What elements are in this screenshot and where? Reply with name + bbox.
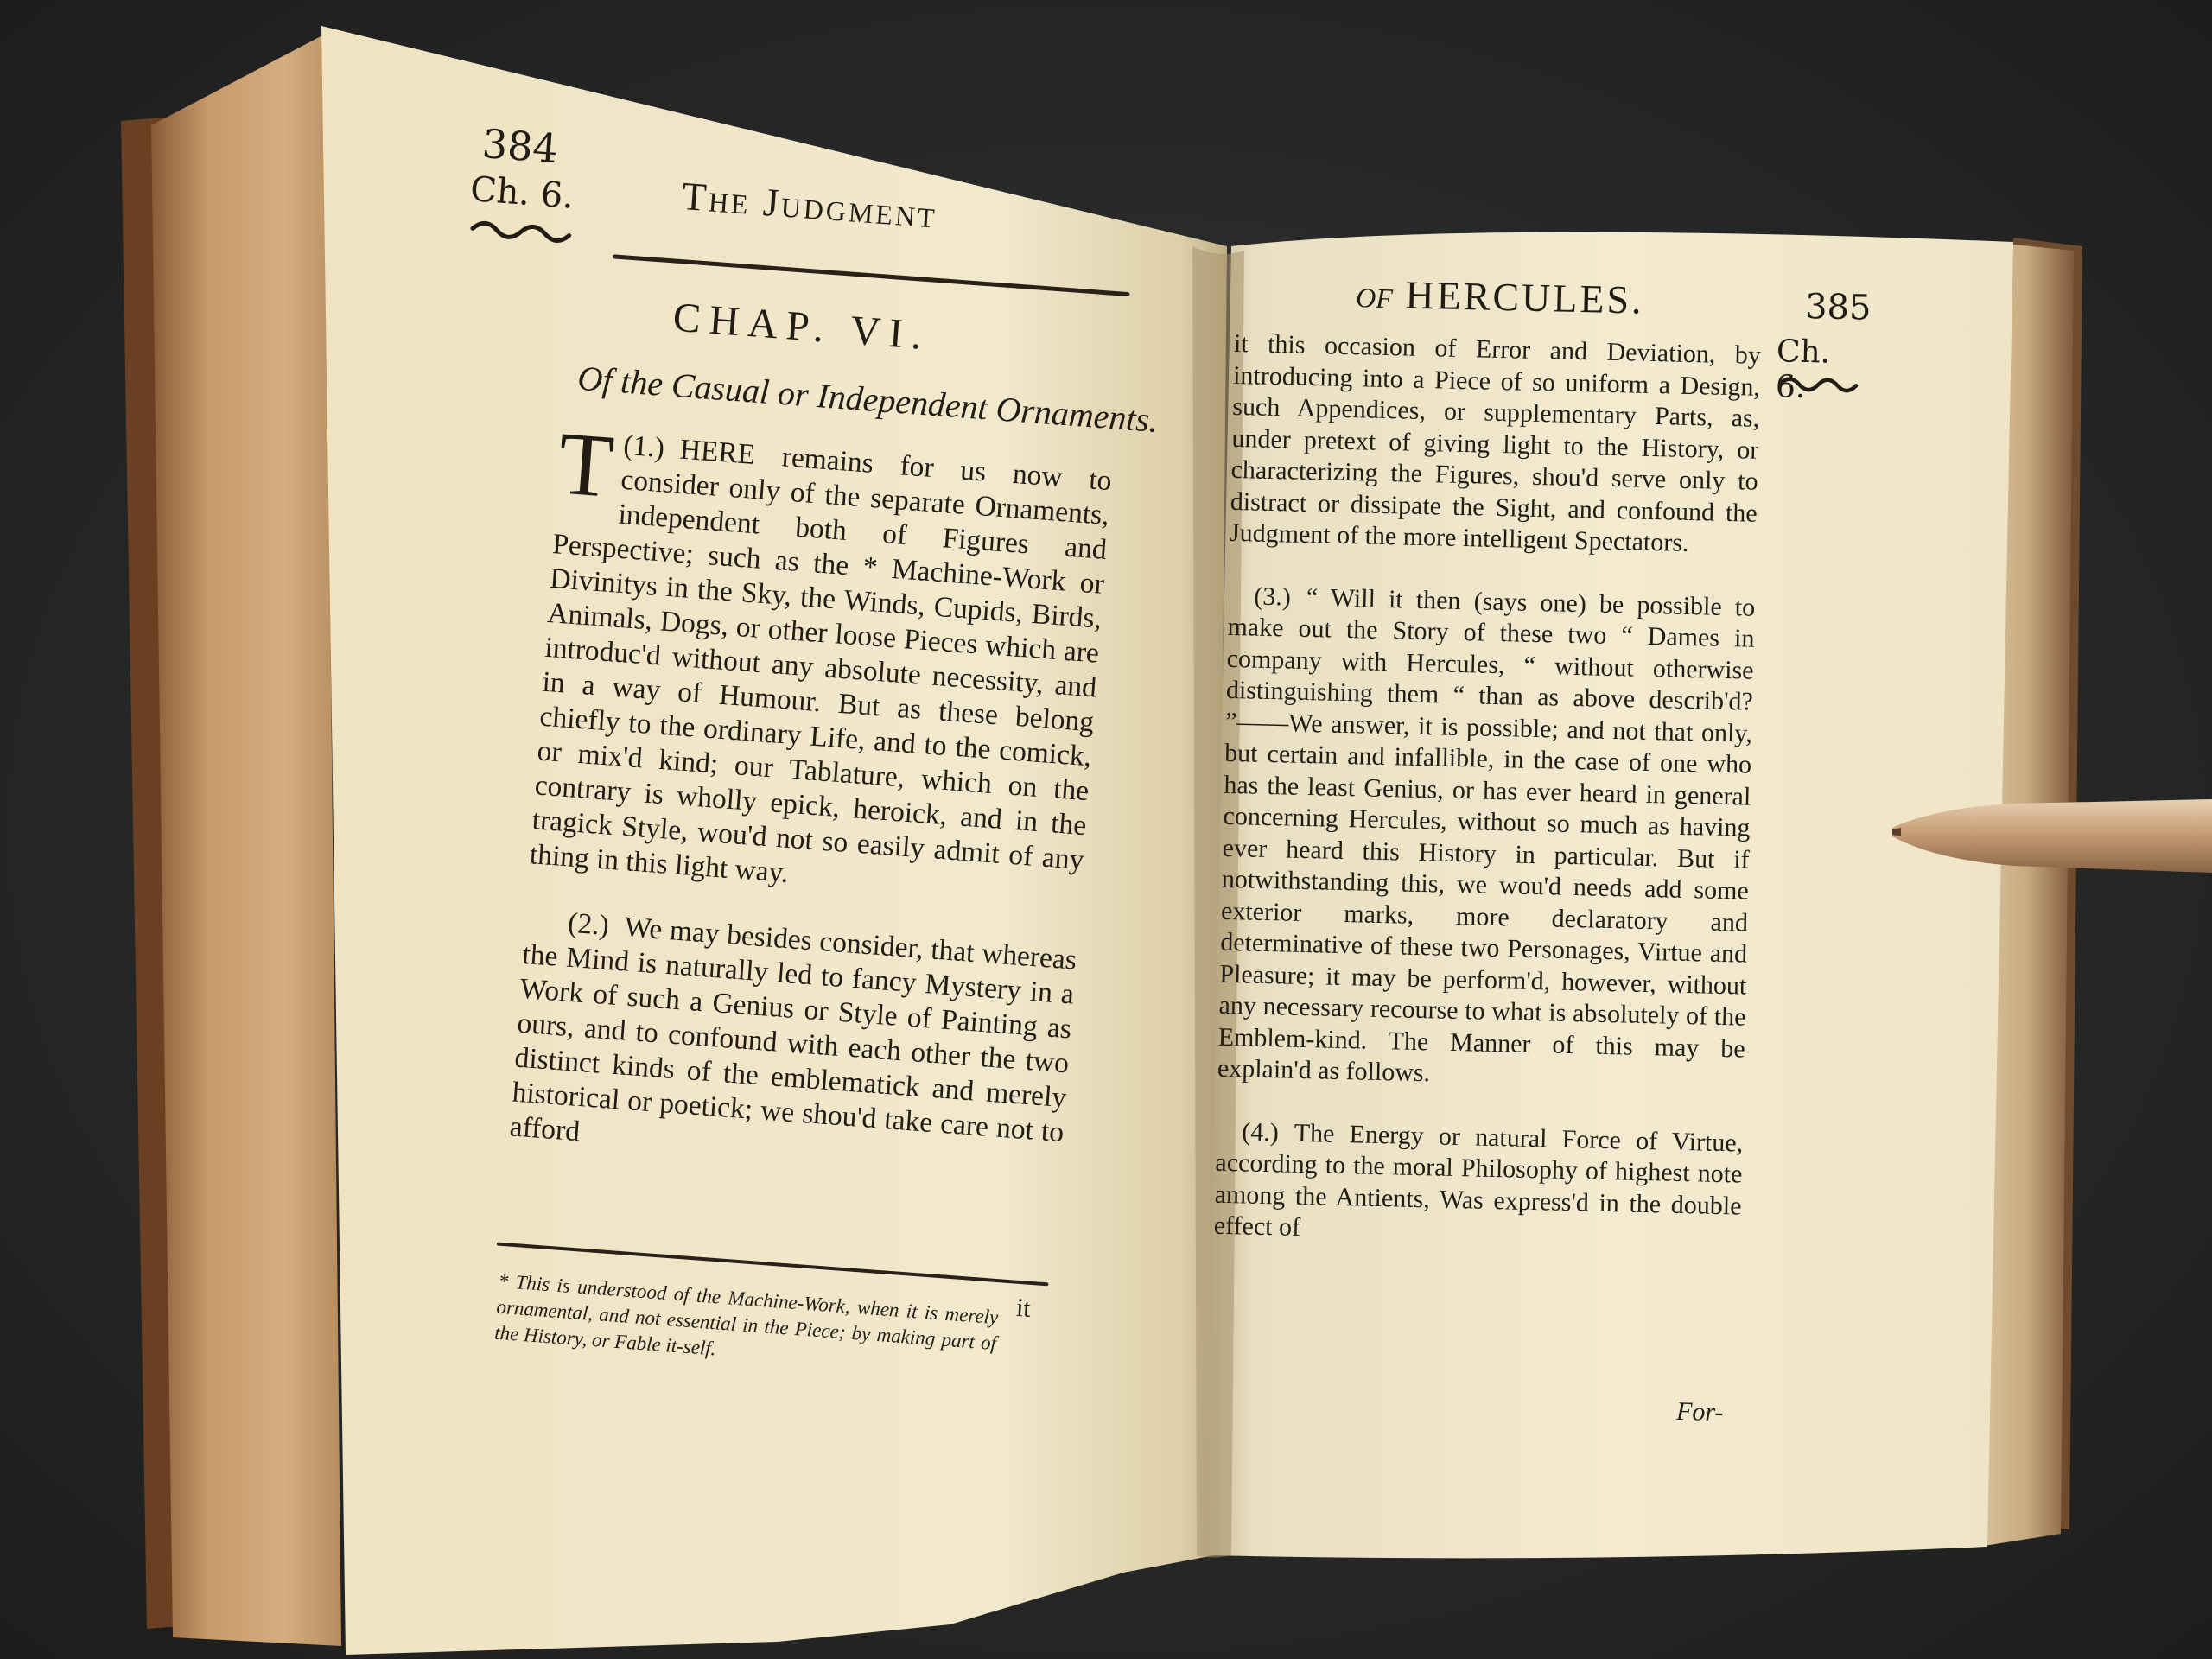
squiggle-ornament-left: [466, 213, 589, 256]
paragraph-number: (1.): [622, 429, 666, 465]
right-page-content: [1208, 268, 1872, 1490]
paragraph-text: We may besides consider, that whereas the Mind is naturally led to fancy Mystery in a Work of such a Genius or Style of Painting as ours, and to confound with each other the two distinct kinds of the emblematick and merely historical or poetick; we shou'd take care not to afford: [508, 911, 1078, 1149]
chapter-marker-right: Ch. 6.: [1775, 334, 1831, 405]
paragraph-number: (4.): [1241, 1116, 1280, 1147]
running-head-of: of: [1355, 271, 1394, 317]
paragraph-number: (3.): [1254, 582, 1292, 612]
paragraph-1: [528, 413, 1113, 912]
catchword-right: For-: [1675, 1396, 1724, 1427]
left-page-content: [346, 121, 1165, 1586]
paragraph-4: [1213, 1116, 1743, 1254]
running-head-right: [1356, 270, 1644, 323]
left-body-text: [506, 413, 1113, 1216]
paragraph-3: [1217, 580, 1756, 1096]
paragraph-text: it this occasion of Error and Deviation, by introducing into a Piece of so uniform a Design, such Appendices, or supplementary Parts, as, under pretext of giving light to the History, or characterizing the Figures, shou'd serve only to distract or dissipate the Sight, and confound the Judgment of the more intelligent Spectators.: [1229, 328, 1762, 557]
chapter-title: CHAP. VI.: [671, 294, 932, 359]
paragraph-text: “ Will it then (says one) be possible to make out the Story of these two “ Dames in company with Hercules, “ without otherwise distinguishing them “ than as above describ'd? ”——We answer, it is possible; and not that only, but certain and infallible, in the case of one who has the least Genius, or has ever heard in general concerning Hercules, without so much as having ever heard this History in particular. But if notwithstanding this, we wou'd needs add some exterior marks, more declaratory and determinative of these two Personages, Virtue and Pleasure; it may be perform'd, however, without any necessary recourse to what is absolutely of the Emblem-kind. The Manner of this may be explain'd as follows.: [1217, 582, 1756, 1088]
chapter-subtitle: Of the Casual or Independent Ornaments.: [575, 358, 1160, 440]
paragraph-number: (2.): [567, 906, 611, 942]
catchword-left: it: [1014, 1293, 1033, 1323]
paragraph-2: [508, 903, 1077, 1185]
drop-cap: T: [555, 413, 617, 517]
right-body-text: [1213, 328, 1762, 1285]
paragraph-text: The Energy or natural Force of Virtue, according to the moral Philosophy of highest note among the Antients, Was express'd in the double effect of: [1213, 1118, 1744, 1242]
page-number-right: 385: [1804, 286, 1872, 328]
left-page-edge: [151, 35, 341, 1646]
page-number-left: 384: [480, 119, 560, 173]
running-head-left: The Judgment: [680, 174, 939, 237]
paragraph-continued: [1230, 328, 1762, 561]
footnote: * This is understood of the Machine-Work, when it is merely ornamental, and not essential in the Piece; by making part of the History, or Fable it-self.: [493, 1269, 1000, 1360]
head-rule-left: [613, 254, 1130, 296]
running-head-title: HERCULES.: [1404, 272, 1645, 322]
paragraph-text: HERE remains for us now to consider only of the separate Ornaments, independent both of Figures and Perspective; such as the * Machine-Work or Divinitys in the Sky, the Winds, Cupids, Birds, Animals, Dogs, or other loose Pieces which are introduc'd without any absolute necessity, and in a way of Humour. But as these belong chiefly to the ordinary Life, and to the comick, or mix'd kind; our Tablature, which on the contrary is wholly epick, heroick, and in the tragick Style, wou'd not so easily admit of any thing in this light way.: [528, 433, 1113, 890]
chapter-marker-left: Ch. 6.: [468, 169, 575, 217]
squiggle-ornament-right: [1776, 370, 1872, 401]
